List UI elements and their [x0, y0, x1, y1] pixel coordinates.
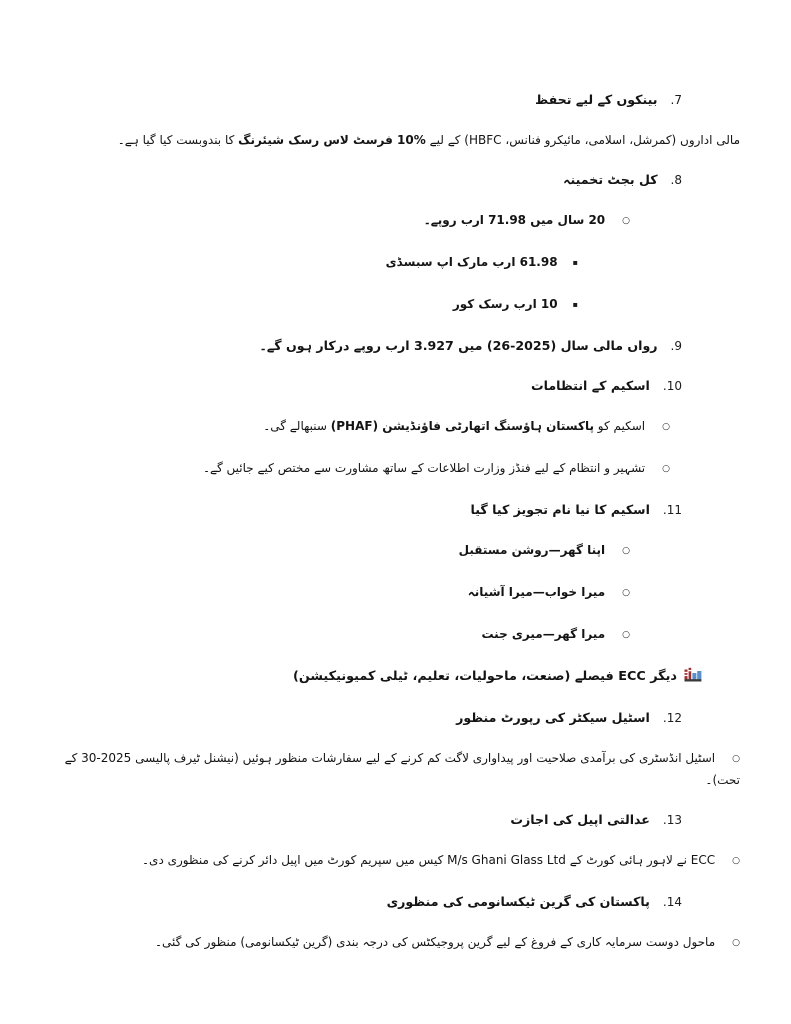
list-number-marker: 10.	[662, 379, 682, 393]
text-segment: ماحول دوست سرمایہ کاری کے فروغ کے لیے گرین پروجیکٹس کی درجہ بندی (گرین ٹیکسانومی) منظور کی گئی۔	[154, 935, 716, 949]
bullet-marker: ○	[732, 856, 740, 866]
text-segment: سنبھالے گی۔	[263, 419, 331, 433]
steel-industry-bullet	[48, 748, 740, 790]
bullet-text	[263, 419, 645, 433]
item-7-heading	[48, 90, 682, 110]
bullet-text	[459, 543, 606, 557]
heading-text	[471, 503, 650, 517]
text-segment: اسکیم کو	[593, 419, 646, 433]
heading-text	[563, 173, 657, 187]
bullet-text	[424, 213, 605, 227]
text-segment: اسٹیل انڈسٹری کی برآمدی صلاحیت اور پیداواری لاگت کم کرنے کے لیے سفارشات منظور ہوئیں (نیشنل ٹیرف پالیسی 2025-30 کے تحت)۔	[64, 751, 740, 787]
text-segment: بینکوں کے لیے تحفظ	[535, 92, 658, 107]
list-number-marker: 8.	[670, 173, 682, 187]
ecc-other-decisions-header	[48, 666, 702, 688]
text-segment: میرا خواب—میرا آشیانہ	[467, 585, 606, 599]
bullet-marker: ○	[662, 422, 670, 432]
list-number-marker: 7.	[670, 93, 682, 107]
text-segment: ECC نے لاہور ہائی کورٹ کے M/s Ghani Glass Ltd کیس میں سپریم کورٹ میں اپیل دائر کرنے کی منظوری دی۔	[142, 853, 716, 867]
item-8-heading	[48, 170, 682, 190]
bullet-text	[386, 255, 558, 269]
bullet-marker: ○	[732, 938, 740, 948]
green-taxonomy-bullet	[48, 932, 740, 954]
bullet-text	[65, 751, 740, 787]
bullet-marker: ▪	[572, 300, 578, 309]
bullet-marker: ○	[622, 546, 630, 556]
item-13-heading	[48, 810, 682, 830]
list-number-marker: 14.	[662, 895, 682, 909]
item-11-heading	[48, 500, 682, 520]
budget-total-bullet	[48, 210, 630, 232]
heading-text	[387, 895, 650, 909]
item-9-heading	[48, 336, 682, 356]
text-segment: رواں مالی سال (2025-26) میں 3.927 ارب روپے درکار ہوں گے۔	[259, 338, 658, 353]
bullet-text	[481, 627, 605, 641]
heading-text	[535, 93, 657, 107]
heading-text	[260, 339, 658, 353]
item-12-heading	[48, 708, 682, 728]
heading-text	[531, 379, 650, 393]
item-10-heading	[48, 376, 682, 396]
bullet-text	[155, 935, 715, 949]
bullet-marker: ○	[662, 464, 670, 474]
text-segment: 61.98 ارب مارک اپ سبسڈی	[385, 255, 558, 269]
bullet-text	[453, 297, 558, 311]
phaf-bullet	[48, 416, 670, 438]
bullet-marker: ○	[732, 754, 740, 764]
markup-subsidy-bullet	[48, 252, 578, 274]
text-segment: مالی اداروں (کمرشل، اسلامی، مائیکرو فنانس، HBFC) کے لیے	[425, 133, 740, 147]
item-7-body	[48, 130, 740, 150]
bullet-text	[142, 853, 715, 867]
bullet-marker: ○	[622, 630, 630, 640]
bullet-marker: ▪	[572, 258, 578, 267]
text-segment: کل بجٹ تخمینہ	[563, 172, 658, 187]
list-number-marker: 13.	[662, 813, 682, 827]
text-segment: اسکیم کے انتظامات	[531, 378, 650, 393]
text-segment: 20 سال میں 71.98 ارب روپے۔	[423, 213, 606, 227]
ghani-glass-appeal-bullet	[48, 850, 740, 872]
body-text	[118, 133, 740, 147]
text-segment: عدالتی اپیل کی اجازت	[510, 812, 650, 827]
bullet-marker: ○	[622, 588, 630, 598]
section-header-text	[293, 669, 677, 683]
risk-cover-bullet	[48, 294, 578, 316]
list-number-marker: 9.	[670, 339, 682, 353]
text-segment: کا بندوبست کیا گیا ہے۔	[117, 133, 239, 147]
text-segment: اسٹیل سیکٹر کی رپورٹ منظور	[456, 710, 650, 725]
factory-icon	[684, 667, 702, 688]
item-14-heading	[48, 892, 682, 912]
text-segment: میرا گھر—میری جنت	[481, 627, 606, 641]
heading-text	[510, 813, 649, 827]
bullet-marker: ○	[622, 216, 630, 226]
publicity-funds-bullet	[48, 458, 670, 480]
text-segment: پاکستان ہاؤسنگ اتھارٹی فاؤنڈیشن (PHAF)	[330, 419, 594, 433]
scheme-name-1-bullet	[48, 540, 630, 562]
text-segment: دیگر ECC فیصلے (صنعت، ماحولیات، تعلیم، ٹیلی کمیونیکیشن)	[293, 669, 677, 684]
text-segment: پاکستان کی گرین ٹیکسانومی کی منظوری	[386, 894, 650, 909]
scheme-name-2-bullet	[48, 582, 630, 604]
text-segment: اسکیم کا نیا نام تجویز کیا گیا	[470, 502, 650, 517]
heading-text	[456, 711, 650, 725]
bullet-text	[468, 585, 605, 599]
text-segment: تشہیر و انتظام کے لیے فنڈز وزارت اطلاعات کے ساتھ مشاورت سے مختص کیے جائیں گے۔	[202, 461, 646, 475]
list-number-marker: 12.	[662, 711, 682, 725]
list-number-marker: 11.	[662, 503, 682, 517]
text-segment: اپنا گھر—روشن مستقبل	[458, 543, 606, 557]
text-segment: %10 فرسٹ لاس رسک شیئرنگ	[238, 133, 426, 147]
bullet-text	[203, 461, 645, 475]
text-segment: 10 ارب رسک کور	[452, 297, 558, 311]
scheme-name-3-bullet	[48, 624, 630, 646]
